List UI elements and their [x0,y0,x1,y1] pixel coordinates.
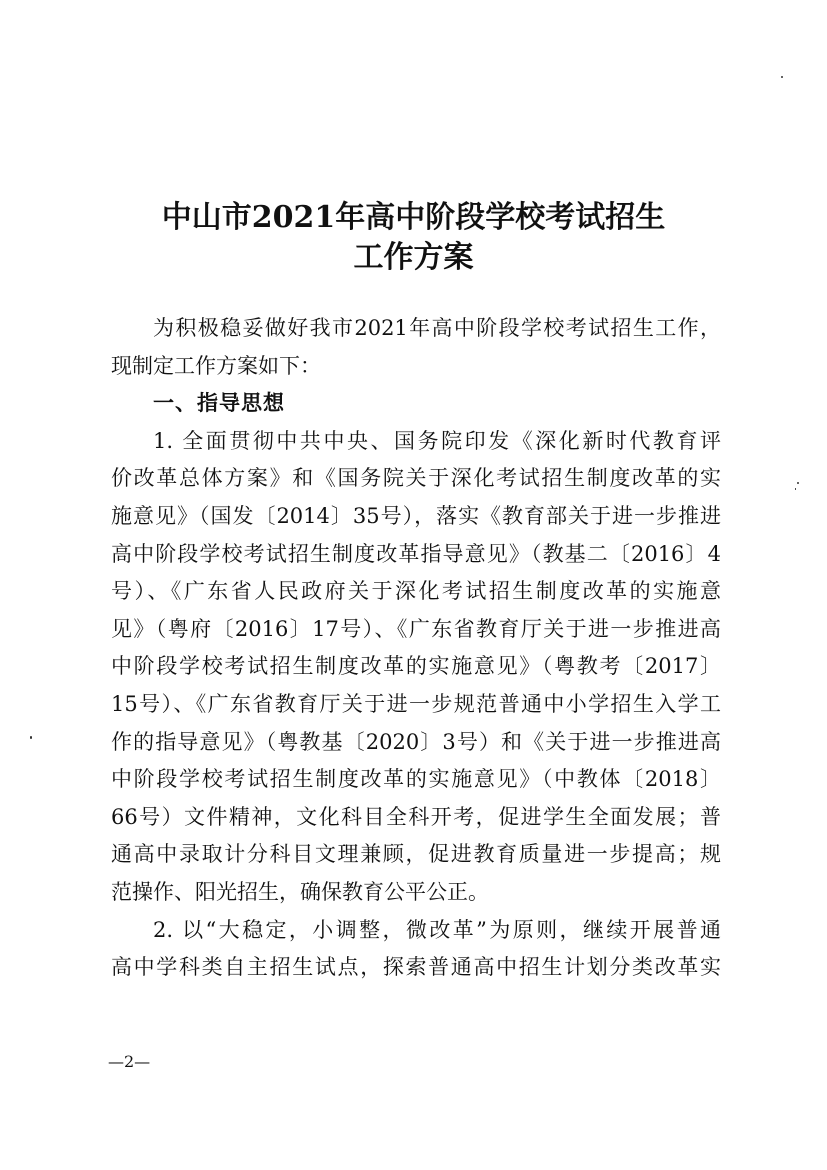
scan-speck [797,482,799,484]
paragraph-line: 高中阶段学校考试招生制度改革指导意见》（教基二〔2016〕4 [111,541,721,566]
page-number: —2— [108,1052,151,1071]
paragraph-line: 号）、《广东省人民政府关于深化考试招生制度改革的实施意 [111,579,721,604]
section-heading: 一、指导思想 [153,391,285,416]
document-body [111,310,721,987]
paragraph-line: 见》（粤府〔2016〕17号）、《广东省教育厅关于进一步推进高 [111,616,721,641]
document-title-line1: 中山市2021年高中阶段学校考试招生 [161,200,666,235]
paragraph-line: 中阶段学校考试招生制度改革的实施意见》（粤教考〔2017〕 [111,654,721,679]
paragraph-line: 1. 全面贯彻中共中央、国务院印发《深化新时代教育评 [153,428,721,453]
paragraph-line: 2. 以“大稳定，小调整，微改革”为原则，继续开展普通 [153,917,721,942]
paragraph-line: 作的指导意见》（粤教基〔2020〕3号）和《关于进一步推进高 [111,729,721,754]
scan-speck [795,488,796,490]
paragraph-line: 施意见》（国发〔2014〕35号），落实《教育部关于进一步推进 [111,503,721,528]
paragraph-line: 通高中录取计分科目文理兼顾，促进教育质量进一步提高；规 [111,842,721,867]
paragraph-line: 范操作、阳光招生，确保教育公平公正。 [111,879,489,904]
scan-speck [30,736,32,739]
intro-line: 为积极稳妥做好我市2021年高中阶段学校考试招生工作， [153,316,721,340]
intro-line: 现制定工作方案如下： [111,353,321,378]
document-title-line2: 工作方案 [353,240,474,275]
paragraph-line: 中阶段学校考试招生制度改革的实施意见》（中教体〔2018〕 [111,767,721,792]
paragraph-line: 66号）文件精神，文化科目全科开考，促进学生全面发展；普 [111,804,721,829]
scan-speck [781,76,783,78]
paragraph-line: 价改革总体方案》和《国务院关于深化考试招生制度改革的实 [111,466,721,491]
paragraph-line: 高中学科类自主招生试点，探索普通高中招生计划分类改革实 [111,955,721,980]
paragraph-line: 15号）、《广东省教育厅关于进一步规范普通中小学招生入学工 [111,691,721,716]
